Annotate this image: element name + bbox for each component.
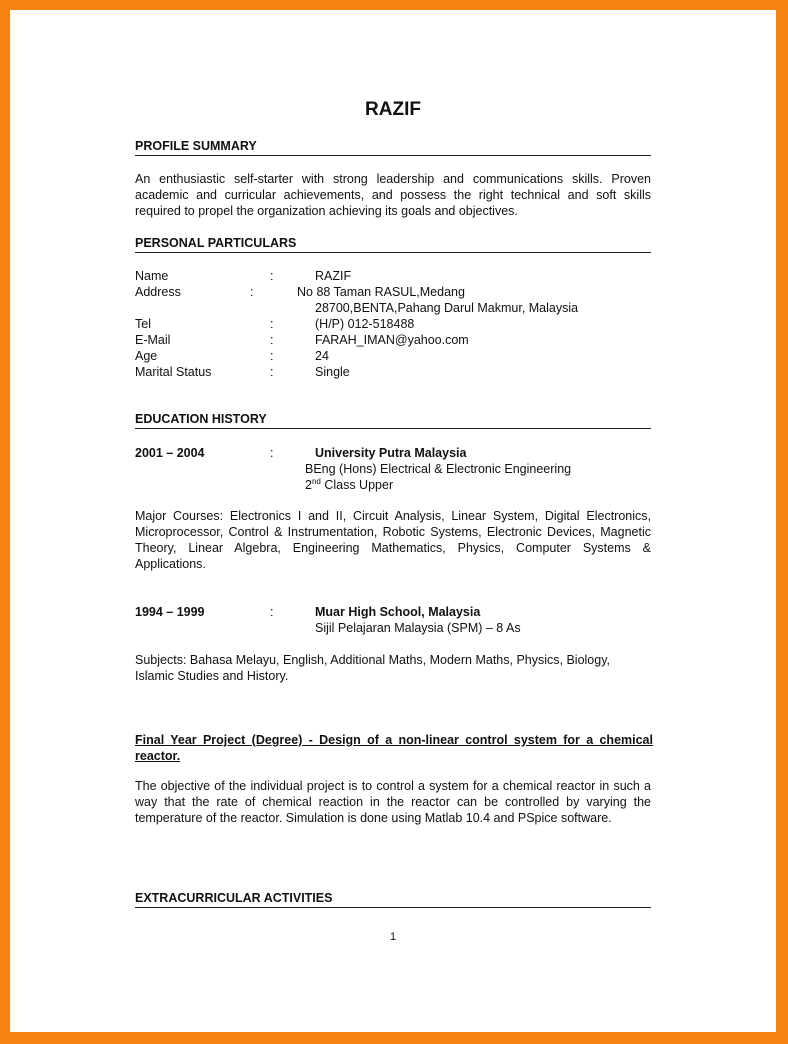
marital-status-label: Marital Status [135, 365, 212, 379]
colon: : [270, 349, 274, 363]
final-year-project-heading: Final Year Project (Degree) - Design of a non-linear control system for a chemical reactor. [135, 733, 653, 763]
personal-particulars-heading: PERSONAL PARTICULARS [135, 235, 651, 253]
colon: : [270, 365, 274, 379]
name-value: RAZIF [315, 269, 352, 283]
colon: : [270, 446, 274, 460]
profile-summary-text: An enthusiastic self-starter with strong leadership and communications skills. Proven academic and curricular achievements, and possess the right technical and soft skills required to propel the organization achieving its goals and objectives. [135, 172, 651, 218]
colon: : [270, 605, 274, 619]
university-name: University Putra Malaysia [315, 446, 467, 460]
address-line-1: No 88 Taman RASUL,Medang [297, 285, 465, 299]
email-value: FARAH_IMAN@yahoo.com [315, 333, 469, 347]
school-years: 1994 – 1999 [135, 605, 205, 619]
school-certificate: Sijil Pelajaran Malaysia (SPM) – 8 As [315, 621, 521, 635]
profile-summary-heading: PROFILE SUMMARY [135, 138, 651, 156]
major-courses-text: Major Courses: Electronics I and II, Circuit Analysis, Linear System, Digital Electronics, Microprocessor, Control & Instrumentation, Robotic Systems, Electronic Devices, Magnetic Theory, Linear Algebra, Engineering Mathematics, Physics, Computer Systems & Applications. [135, 509, 651, 571]
extracurricular-heading: EXTRACURRICULAR ACTIVITIES [135, 890, 651, 908]
colon: : [270, 317, 274, 331]
final-year-project-text: The objective of the individual project is to control a system for a chemical reactor in such a way that the rate of chemical reaction in the reactor can be controlled by varying the temperature of the reactor. Simulation is done using Matlab 10.4 and PSpice software. [135, 779, 651, 825]
school-subjects-text: Subjects: Bahasa Melayu, English, Additional Maths, Modern Maths, Physics, Biology, Islamic Studies and History. [135, 653, 611, 683]
colon: : [250, 285, 254, 299]
age-label: Age [135, 349, 158, 363]
colon: : [270, 333, 274, 347]
university-years: 2001 – 2004 [135, 446, 205, 460]
name-label: Name [135, 269, 169, 283]
colon: : [270, 269, 274, 283]
tel-label: Tel [135, 317, 151, 331]
university-degree: BEng (Hons) Electrical & Electronic Engineering [305, 462, 572, 476]
age-value: 24 [315, 349, 329, 363]
education-history-heading: EDUCATION HISTORY [135, 411, 651, 429]
address-label: Address [135, 285, 181, 299]
school-name: Muar High School, Malaysia [315, 605, 481, 619]
page-number: 1 [389, 931, 397, 943]
email-label: E-Mail [135, 333, 171, 347]
marital-status-value: Single [315, 365, 350, 379]
page-title: RAZIF [365, 99, 421, 120]
tel-value: (H/P) 012-518488 [315, 317, 415, 331]
university-class: 2nd Class Upper [305, 476, 394, 492]
address-line-2: 28700,BENTA,Pahang Darul Makmur, Malaysia [315, 301, 579, 315]
resume-page [10, 10, 776, 1032]
